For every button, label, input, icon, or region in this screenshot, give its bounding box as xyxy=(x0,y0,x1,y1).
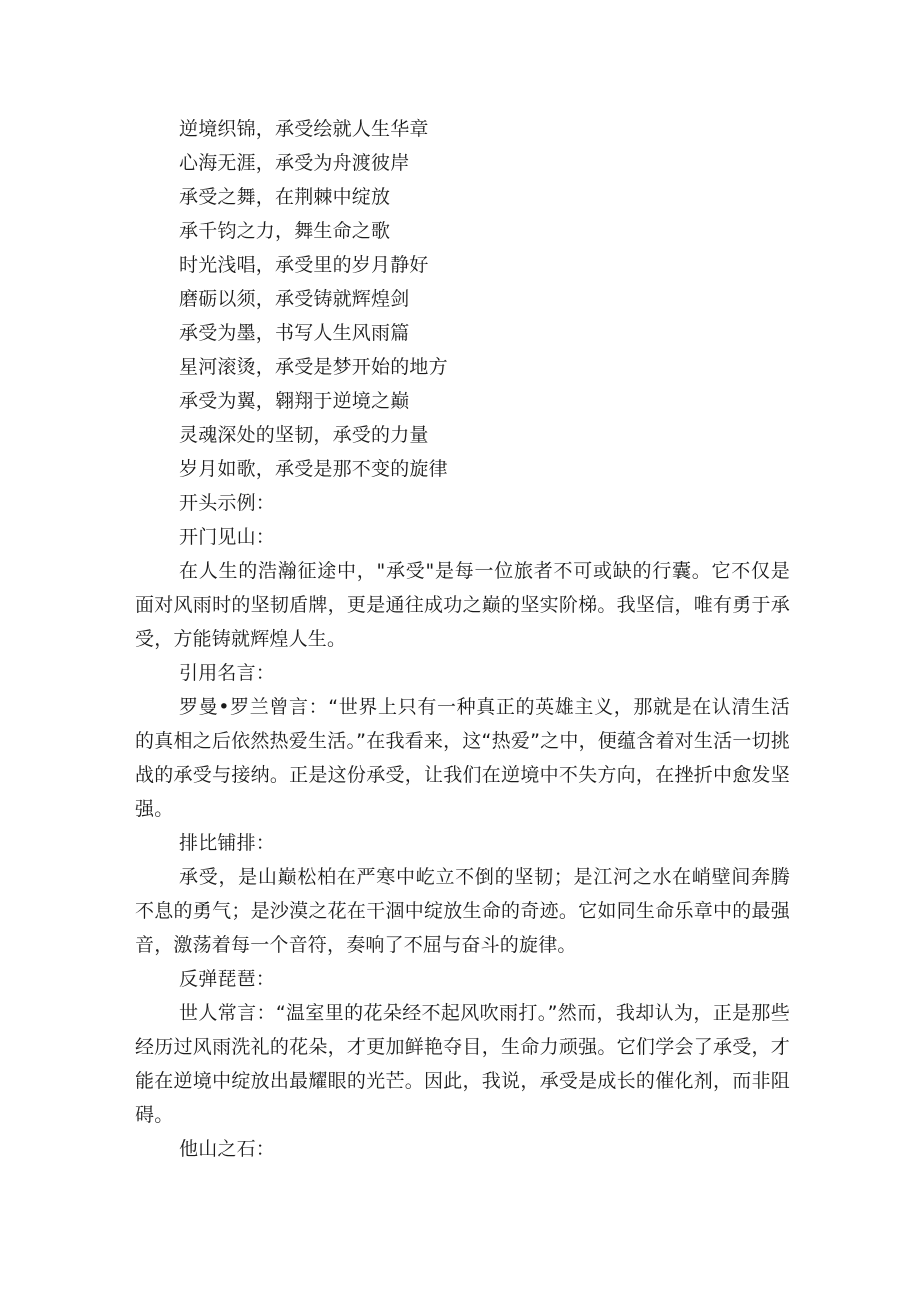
title-list xyxy=(135,112,790,486)
example-label: 排比铺排： xyxy=(179,832,276,854)
title-item: 承受为墨，书写人生风雨篇 xyxy=(179,322,410,344)
title-item: 时光浅唱，承受里的岁月静好 xyxy=(179,254,429,276)
title-item: 星河滚烫，承受是梦开始的地方 xyxy=(179,356,448,378)
title-item: 承受之舞，在荆棘中绽放 xyxy=(179,186,391,208)
title-item: 磨砺以须，承受铸就辉煌剑 xyxy=(179,288,410,310)
title-item: 逆境织锦，承受绘就人生华章 xyxy=(179,118,429,140)
section-heading: 开头示例： xyxy=(179,492,276,514)
example-paragraph: 承受，是山巅松柏在严寒中屹立不倒的坚韧；是江河之水在峭壁间奔腾不息的勇气；是沙漠之花在干涸中绽放生命的奇迹。它如同生命乐章中的最强音，激荡着每一个音符，奏响了不屈与奋斗的旋律。 xyxy=(135,866,790,956)
title-item: 心海无涯，承受为舟渡彼岸 xyxy=(179,152,410,174)
title-item: 灵魂深处的坚韧，承受的力量 xyxy=(179,424,429,446)
example-label: 他山之石： xyxy=(179,1138,276,1160)
example-label: 反弹琵琶： xyxy=(179,968,276,990)
example-label: 引用名言： xyxy=(179,662,276,684)
example-label: 开门见山： xyxy=(179,526,276,548)
document-body xyxy=(135,112,790,1166)
example-paragraph: 世人常言：“温室里的花朵经不起风吹雨打。”然而，我却认为，正是那些经历过风雨洗礼的花朵，才更加鲜艳夺目，生命力顽强。它们学会了承受，才能在逆境中绽放出最耀眼的光芒。因此，我说，承受是成长的催化剂，而非阻碍。 xyxy=(135,1002,790,1126)
example-paragraph: 罗曼•罗兰曾言：“世界上只有一种真正的英雄主义，那就是在认清生活的真相之后依然热爱生活。”在我看来，这“热爱”之中，便蕴含着对生活一切挑战的承受与接纳。正是这份承受，让我们在逆境中不失方向，在挫折中愈发坚强。 xyxy=(135,696,790,820)
title-item: 承受为翼，翱翔于逆境之巅 xyxy=(179,390,410,412)
title-item: 承千钧之力，舞生命之歌 xyxy=(179,220,391,242)
example-paragraph: 在人生的浩瀚征途中，"承受"是每一位旅者不可或缺的行囊。它不仅是面对风雨时的坚韧盾牌，更是通往成功之巅的坚实阶梯。我坚信，唯有勇于承受，方能铸就辉煌人生。 xyxy=(135,560,790,650)
title-item: 岁月如歌，承受是那不变的旋律 xyxy=(179,458,448,480)
